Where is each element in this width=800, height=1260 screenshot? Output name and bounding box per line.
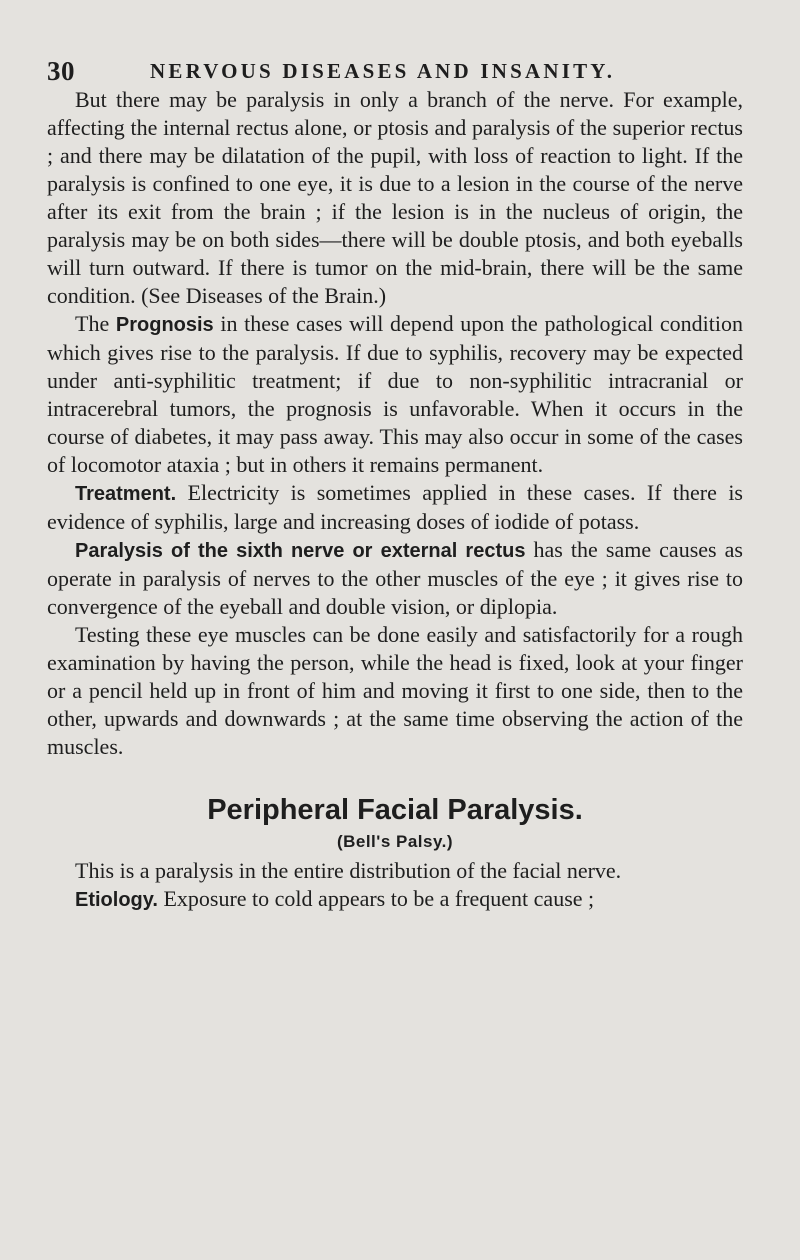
paragraph-testing — [47, 621, 743, 761]
paragraph-text: Exposure to cold appears to be a frequent cause ; — [157, 886, 595, 911]
paragraph-text: has the same causes as operate in paralysis of nerves to the other muscles of the eye ; it gives rise to convergence of the eyeball and double vision, or diplopia. — [47, 537, 743, 619]
paragraph-etiology — [47, 885, 743, 914]
paragraph-sixth-nerve — [47, 536, 743, 621]
paragraph-text: This is a paralysis in the entire distribution of the facial nerve. — [75, 858, 622, 883]
paragraph-facial-nerve — [47, 857, 743, 885]
section-title: Peripheral Facial Paralysis. — [207, 794, 583, 826]
run-in-heading-etiology: Etiology. — [75, 889, 158, 911]
paragraph-text: But there may be paralysis in only a branch of the nerve. For example, affecting the internal rectus alone, or ptosis and paralysis of the superior rectus ; and there may be dilatation of the pupil, with loss of reaction to light. If the paralysis is confined to one eye, it is due to a lesion in the course of the nerve after its exit from the brain ; if the lesion is in the nucleus of origin, the paralysis may be on both sides—there will be double ptosis, and both eyeballs will turn outward. If there is tumor on the mid-brain, there will be the same condition. (See Diseases of the Brain.) — [47, 87, 743, 308]
paragraph-prognosis — [47, 310, 743, 479]
paragraph-branch-paralysis — [47, 86, 743, 310]
paragraph-text: Electricity is sometimes applied in these cases. If there is evidence of syphilis, large and increasing doses of iodide of potass. — [47, 480, 743, 534]
run-in-heading-prognosis: Prognosis — [115, 314, 214, 336]
section-subtitle: (Bell's Palsy.) — [336, 832, 454, 851]
body-text — [47, 86, 743, 914]
running-title: NERVOUS DISEASES AND INSANITY. — [150, 59, 616, 83]
run-in-heading-sixth-nerve: Paralysis of the sixth nerve or external rectus — [75, 540, 526, 562]
page-number: 30 — [47, 56, 75, 86]
run-in-heading-treatment: Treatment. — [75, 483, 177, 505]
paragraph-text: Testing these eye muscles can be done easily and satisfactorily for a rough examination by having the person, while the head is fixed, look at your finger or a pencil held up in front of him and moving it first to one side, then to the other, upwards and downwards ; at the same time observing the action of the muscles. — [47, 622, 743, 759]
paragraph-lead: The — [75, 311, 116, 336]
paragraph-treatment — [47, 479, 743, 536]
page-header — [47, 56, 767, 86]
paragraph-text: in these cases will depend upon the pathological condition which gives rise to the paralysis. If due to syphilis, recovery may be expected under anti-syphilitic treatment; if due to non-syphilitic intracranial or intracerebral tumors, the prognosis is unfavorable. When it occurs in the course of diabetes, it may pass away. This may also occur in some of the cases of locomotor ataxia ; but in others it remains permanent. — [47, 311, 743, 477]
